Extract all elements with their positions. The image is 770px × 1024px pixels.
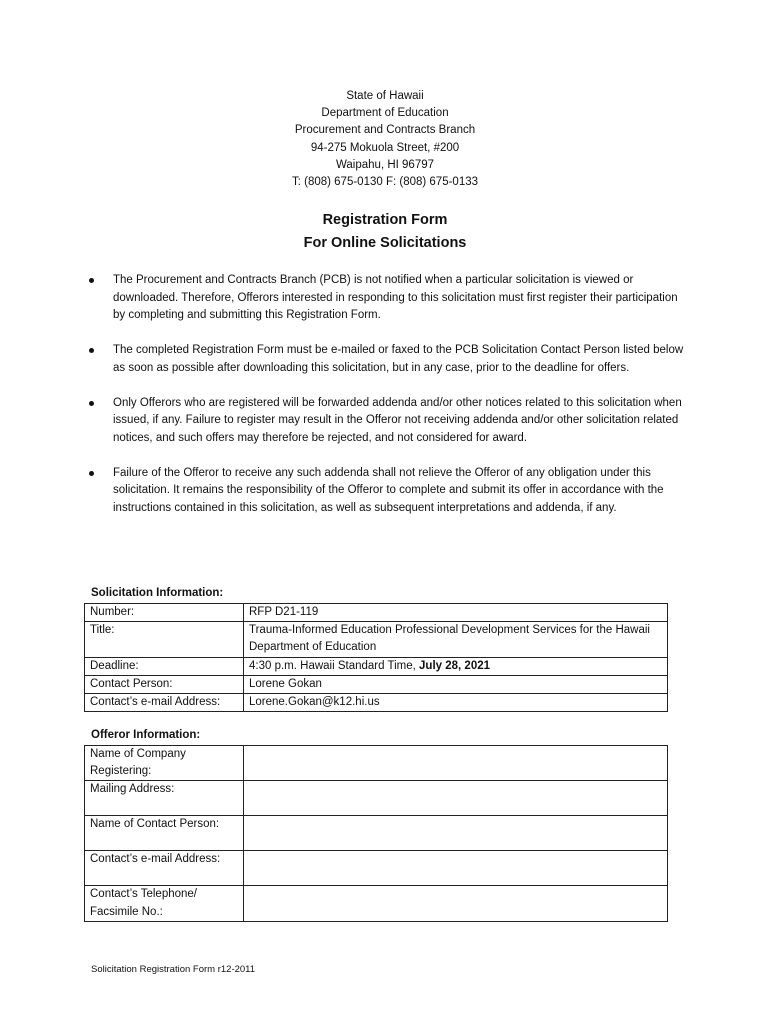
solicitation-table	[84, 603, 668, 712]
letterhead-department: Department of Education	[321, 107, 449, 120]
contact-name-field[interactable]	[244, 816, 668, 851]
letterhead-street: 94-275 Mokuola Street, #200	[310, 141, 460, 154]
contact-email-label: Contact’s e-mail Address:	[85, 694, 244, 712]
instruction-item: Failure of the Offeror to receive any such addenda shall not relieve the Offeror of any obligation under this solicitation. It remains the responsibility of the Offeror to complete and submit its offer in accordance with the instructions contained in this solicitation, as well as subsequent interpretations and addenda, if any.	[88, 465, 688, 518]
phone-fax-label: Contact’s Telephone/ Facsimile No.:	[85, 886, 244, 921]
instruction-item: Only Offerors who are registered will be forwarded addenda and/or other notices related to this solicitation when issued, if any. Failure to register may result in the Offeror not receiving addenda and/or other solicitation related notices, and such offers may therefore be rejected, and not considered for award.	[88, 395, 688, 448]
bullet-icon	[89, 348, 94, 353]
bullet-icon	[89, 471, 94, 476]
deadline-label: Deadline:	[85, 657, 244, 675]
instruction-item: The completed Registration Form must be e-mailed or faxed to the PCB Solicitation Contact Person listed below as soon as possible after downloading this solicitation, but in any case, prior to the deadline for offers.	[88, 342, 688, 377]
offeror-table	[84, 745, 668, 922]
title-value: Trauma-Informed Education Professional Development Services for the Hawaii Department of Education	[244, 622, 668, 657]
table-row	[85, 816, 668, 851]
company-name-field[interactable]	[244, 746, 668, 781]
mailing-address-label: Mailing Address:	[85, 781, 244, 816]
table-row	[85, 604, 668, 622]
letterhead-state: State of Hawaii	[346, 90, 424, 102]
contact-name-label: Name of Contact Person:	[85, 816, 244, 851]
table-row	[85, 746, 668, 781]
offeror-heading: Offeror Information:	[91, 729, 201, 741]
company-name-label: Name of Company Registering:	[85, 746, 244, 781]
table-row	[85, 851, 668, 886]
table-row	[85, 781, 668, 816]
title-label: Title:	[85, 622, 244, 657]
form-title-line1: Registration Form	[322, 212, 448, 228]
letterhead	[0, 88, 770, 191]
letterhead-city: Waipahu, HI 96797	[335, 158, 435, 171]
form-title	[0, 209, 770, 255]
table-row	[85, 694, 668, 712]
deadline-time: 4:30 p.m. Hawaii Standard Time,	[249, 659, 420, 672]
form-title-line2: For Online Solicitations	[303, 235, 467, 251]
number-value: RFP D21-119	[244, 604, 668, 622]
bullet-icon	[89, 401, 94, 406]
deadline-date: July 28, 2021	[419, 659, 491, 672]
table-row	[85, 622, 668, 657]
phone-fax-field[interactable]	[244, 886, 668, 921]
deadline-value	[244, 657, 668, 675]
footer-form-id: Solicitation Registration Form r12-2011	[91, 964, 256, 975]
solicitation-heading: Solicitation Information:	[91, 587, 224, 599]
contact-email-value[interactable]: Lorene.Gokan@k12.hi.us	[244, 694, 668, 712]
table-row	[85, 886, 668, 921]
letterhead-branch: Procurement and Contracts Branch	[294, 124, 476, 137]
offeror-email-label: Contact’s e-mail Address:	[85, 851, 244, 886]
contact-person-label: Contact Person:	[85, 675, 244, 693]
offeror-email-field[interactable]	[244, 851, 668, 886]
instruction-item: The Procurement and Contracts Branch (PCB) is not notified when a particular solicitation is viewed or downloaded. Therefore, Offerors interested in responding to this solicitation must first register their participation by completing and submitting this Registration Form.	[88, 272, 688, 325]
bullet-icon	[89, 278, 94, 283]
table-row	[85, 657, 668, 675]
instructions-list	[88, 272, 688, 535]
letterhead-phone-fax: T: (808) 675-0130 F: (808) 675-0133	[291, 176, 479, 189]
number-label: Number:	[85, 604, 244, 622]
table-row	[85, 675, 668, 693]
contact-person-value: Lorene Gokan	[244, 675, 668, 693]
mailing-address-field[interactable]	[244, 781, 668, 816]
